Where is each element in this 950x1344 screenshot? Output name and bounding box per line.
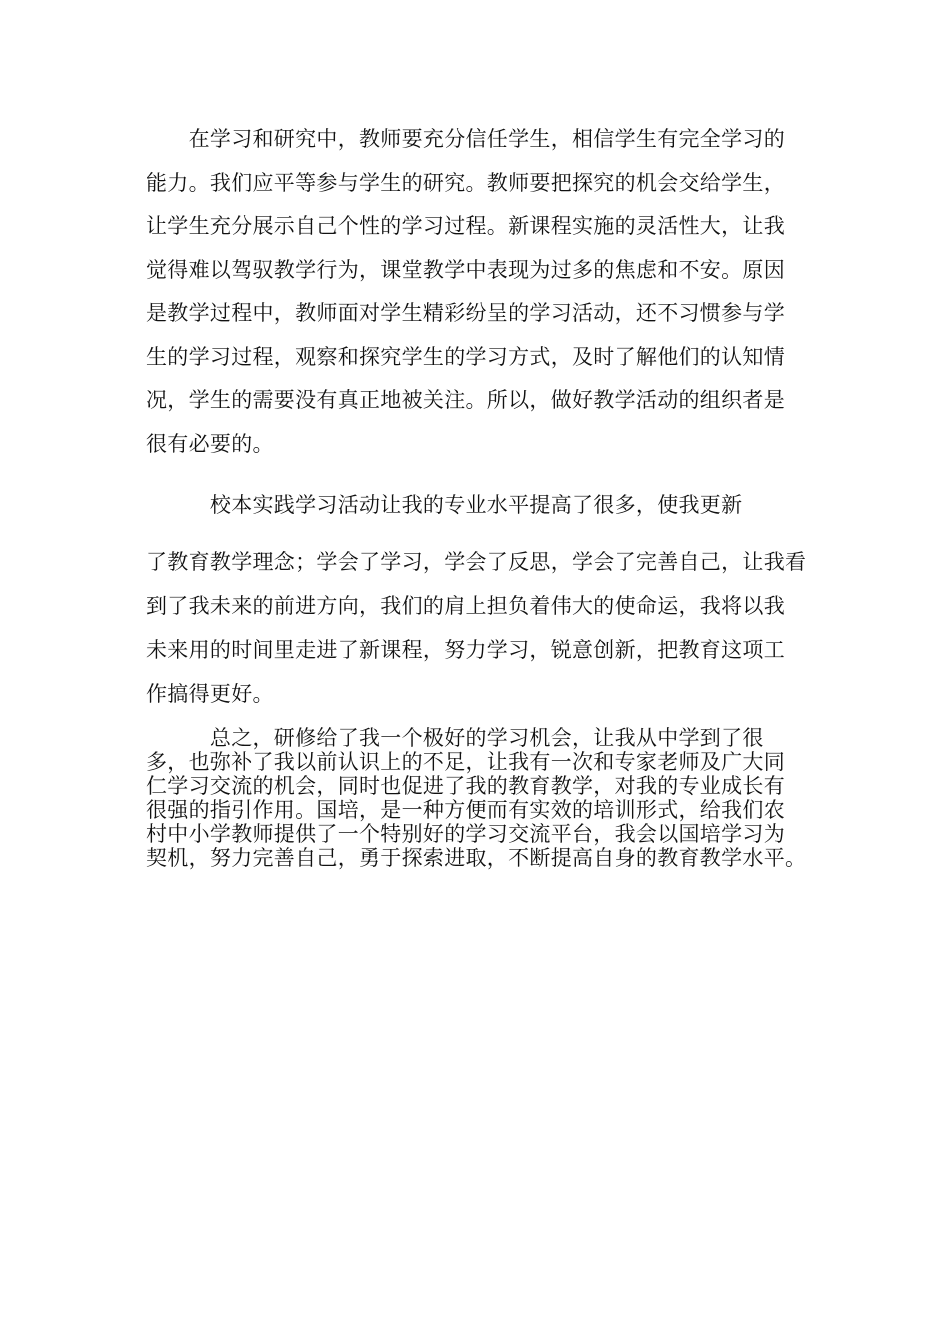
paragraph-trust-students	[146, 118, 808, 466]
paragraph-line: 了教育教学理念；学会了学习，学会了反思，学会了完善自己，让我看	[146, 550, 807, 574]
paragraph-school-practice	[146, 540, 808, 716]
paragraph-line: 契机，努力完善自己，勇于探索进取，不断提高自身的教育教学水平。	[146, 846, 807, 870]
paragraph-line: 多，也弥补了我以前认识上的不足，让我有一次和专家老师及广大同	[146, 750, 785, 774]
paragraph-conclusion	[146, 726, 808, 870]
paragraph-line: 生的学习过程，观察和探究学生的学习方式，及时了解他们的认知情	[146, 344, 785, 369]
paragraph-line: 况，学生的需要没有真正地被关注。所以，做好教学活动的组织者是	[146, 388, 785, 412]
paragraph-school-practice-lead	[146, 484, 808, 527]
paragraph-line: 让学生充分展示自己个性的学习过程。新课程实施的灵活性大，让我	[146, 214, 785, 238]
paragraph-line: 总之，研修给了我一个极好的学习机会，让我从中学到了很	[146, 726, 764, 750]
paragraph-line: 村中小学教师提供了一个特别好的学习交流平台，我会以国培学习为	[146, 822, 785, 846]
paragraph-line: 能力。我们应平等参与学生的研究。教师要把探究的机会交给学生，	[146, 170, 785, 195]
paragraph-line: 未来用的时间里走进了新课程，努力学习，锐意创新，把教育这项工	[146, 638, 785, 662]
paragraph-line: 校本实践学习活动让我的专业水平提高了很多，使我更新	[146, 493, 743, 517]
paragraph-line: 是教学过程中，教师面对学生精彩纷呈的学习活动，还不习惯参与学	[146, 301, 785, 325]
paragraph-line: 很强的指引作用。国培，是一种方便而有实效的培训形式，给我们农	[146, 798, 785, 822]
paragraph-line: 在学习和研究中，教师要充分信任学生，相信学生有完全学习的	[146, 127, 785, 151]
paragraph-line: 到了我未来的前进方向，我们的肩上担负着伟大的使命运，我将以我	[146, 594, 785, 618]
paragraph-line: 觉得难以驾驭教学行为，课堂教学中表现为过多的焦虑和不安。原因	[146, 257, 785, 282]
paragraph-line: 很有必要的。	[146, 431, 274, 456]
paragraph-line: 作搞得更好。	[146, 682, 274, 706]
paragraph-line: 仁学习交流的机会，同时也促进了我的教育教学，对我的专业成长有	[146, 774, 785, 798]
